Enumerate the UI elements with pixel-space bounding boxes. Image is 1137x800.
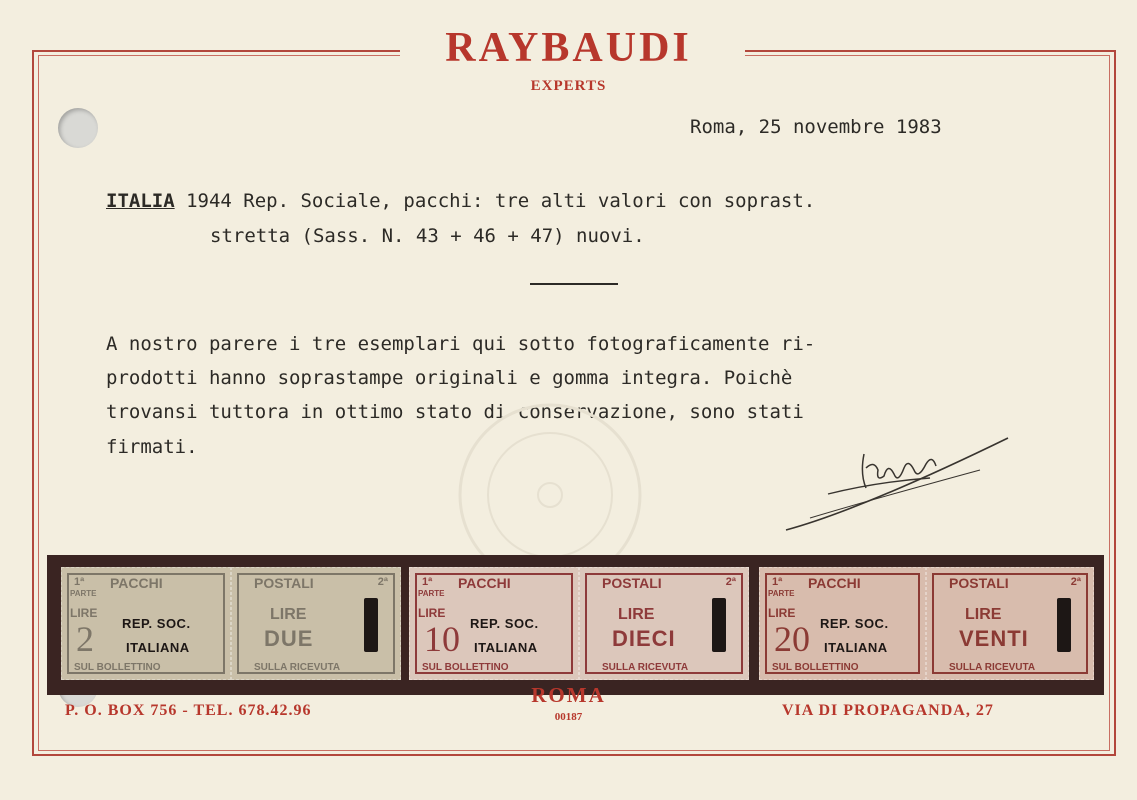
overprint-line-1: REP. SOC. — [470, 616, 539, 631]
stamp-postali-label: POSTALI — [949, 575, 1009, 591]
stamp-lire-word: LIRE — [965, 606, 1002, 623]
description-text-1: 1944 Rep. Sociale, pacchi: tre alti valori con soprast. — [174, 190, 816, 212]
stamp-lire-label: LIRE — [768, 606, 796, 620]
stamp-part-label: 1ª — [74, 576, 85, 588]
stamp-left-half — [409, 567, 579, 680]
brand-title: RAYBAUDI — [445, 25, 692, 71]
stamp-postali-label: POSTALI — [602, 575, 662, 591]
stamp-bollettino-label: SUL BOLLETTINO — [772, 662, 859, 673]
overprint-line-1: REP. SOC. — [820, 616, 889, 631]
punch-hole-top — [58, 108, 98, 148]
country-label: ITALIA — [106, 190, 175, 212]
opinion-line-1: A nostro parere i tre esemplari qui sotto fotograficamente ri- — [106, 333, 816, 355]
stamp-bollettino-label: SUL BOLLETTINO — [74, 662, 161, 673]
stamp-part-label: 1ª — [422, 576, 433, 588]
stamp-left-half — [759, 567, 926, 680]
opinion-line-2: prodotti hanno soprastampe originali e gomma integra. Poichè — [106, 367, 793, 389]
stamp-bollettino-label: SUL BOLLETTINO — [422, 662, 509, 673]
stamp-lire-label: LIRE — [70, 606, 98, 620]
overprint-line-2: ITALIANA — [474, 640, 538, 655]
stamp-ricevuta-label: SULLA RICEVUTA — [602, 662, 689, 673]
opinion-line-3: trovansi tuttora in ottimo stato di conservazione, sono stati — [106, 401, 804, 423]
stamp-pair-20-lire — [759, 567, 1094, 680]
stamp-parte-label: PARTE — [70, 589, 97, 598]
stamp-pair-2-lire — [61, 567, 401, 680]
stamp-value-word: DIECI — [612, 626, 676, 651]
description-line-1 — [106, 190, 815, 212]
brand-subtitle: EXPERTS — [530, 78, 607, 94]
overprint-line-2: ITALIANA — [126, 640, 190, 655]
stamp-lire-word: LIRE — [270, 606, 307, 623]
stamp-strip — [47, 555, 1104, 695]
stamp-part2-label: 2ª — [377, 576, 388, 588]
stamp-postali-label: POSTALI — [254, 575, 314, 591]
overprint-line-1: REP. SOC. — [122, 616, 191, 631]
opinion-line-4: firmati. — [106, 436, 198, 458]
stamp-pacchi-label: PACCHI — [458, 575, 511, 591]
stamp-value-word: VENTI — [959, 626, 1029, 651]
stamp-value: 20 — [774, 619, 810, 659]
stamp-lire-label: LIRE — [418, 606, 446, 620]
description-line-2: stretta (Sass. N. 43 + 46 + 47) nuovi. — [210, 225, 645, 247]
stamp-parte-label: PARTE — [418, 589, 445, 598]
stamp-pacchi-label: PACCHI — [110, 575, 163, 591]
fasces-overprint-icon — [712, 598, 726, 652]
stamp-part-label: 1ª — [772, 576, 783, 588]
stamp-lire-word: LIRE — [618, 606, 655, 623]
stamp-value: 10 — [424, 619, 460, 659]
footer-zip: 00187 — [554, 711, 583, 723]
footer-city: ROMA — [531, 683, 606, 707]
stamp-right-half — [231, 567, 401, 680]
stamp-value: 2 — [76, 619, 94, 659]
stamp-part2-label: 2ª — [1070, 576, 1081, 588]
stamp-left-half — [61, 567, 231, 680]
divider — [530, 283, 618, 285]
stamp-value-word: DUE — [264, 626, 314, 651]
stamp-parte-label: PARTE — [768, 589, 795, 598]
fasces-overprint-icon — [364, 598, 378, 652]
stamp-ricevuta-label: SULLA RICEVUTA — [254, 662, 341, 673]
date-line: Roma, 25 novembre 1983 — [690, 116, 942, 138]
overprint-line-2: ITALIANA — [824, 640, 888, 655]
stamp-right-half — [579, 567, 749, 680]
stamp-pair-10-lire — [409, 567, 749, 680]
stamp-right-half — [926, 567, 1094, 680]
fasces-overprint-icon — [1057, 598, 1071, 652]
signature — [780, 430, 1020, 540]
stamp-part2-label: 2ª — [725, 576, 736, 588]
footer-address: VIA DI PROPAGANDA, 27 — [782, 702, 994, 719]
stamp-ricevuta-label: SULLA RICEVUTA — [949, 662, 1036, 673]
footer-contact: P. O. BOX 756 - TEL. 678.42.96 — [65, 702, 312, 719]
stamp-pacchi-label: PACCHI — [808, 575, 861, 591]
